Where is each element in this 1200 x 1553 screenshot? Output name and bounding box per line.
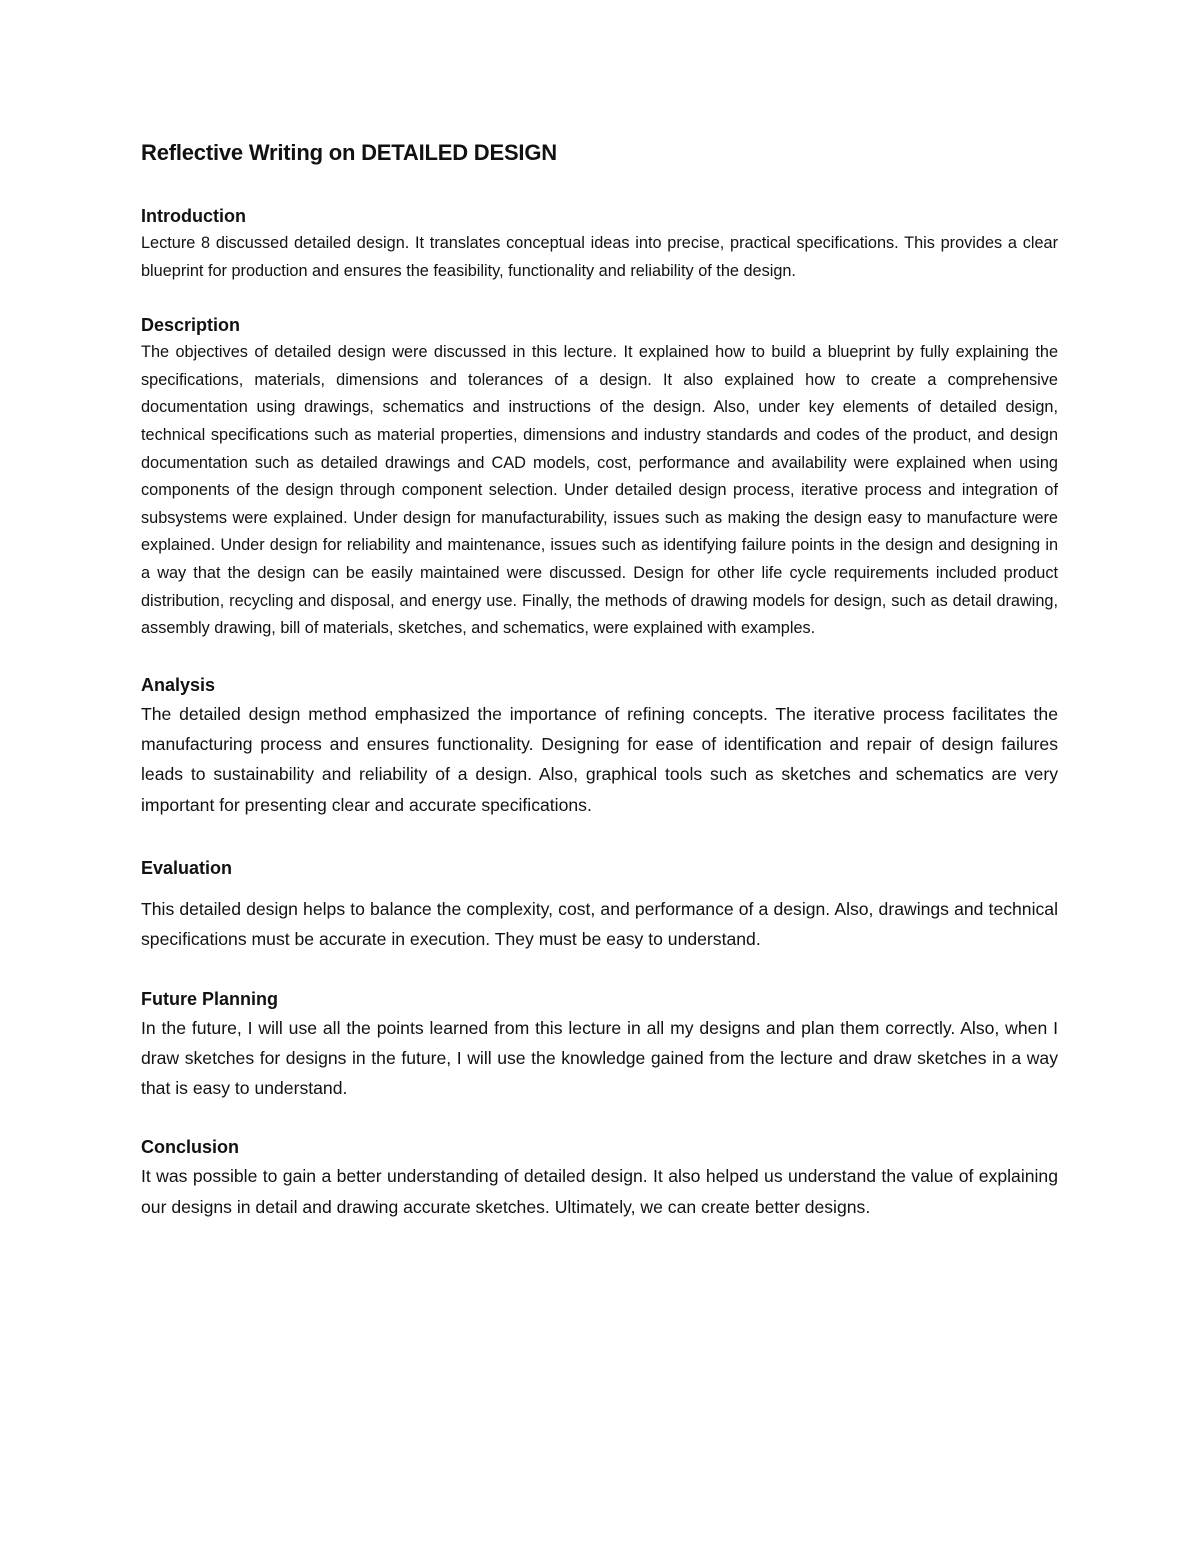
section-evaluation (141, 854, 1058, 955)
section-future-planning (141, 985, 1058, 1104)
section-heading: Evaluation (141, 857, 233, 878)
section-paragraph: In the future, I will use all the points learned from this lecture in all my designs and plan them correctly. Also, when I draw sketches for designs in the future, I will use the knowledge gained from the lecture and draw sketches in a way that is easy to understand. (141, 1017, 1058, 1099)
section-paragraph: The objectives of detailed design were discussed in this lecture. It explained how to build a blueprint by fully explaining the specifications, materials, dimensions and tolerances of a design. It also explained how to create a comprehensive documentation using drawings, schematics and instructions of the design. Also, under key elements of detailed design, technical specifications such as material properties, dimensions and industry standards and codes of the product, and design documentation such as detailed drawings and CAD models, cost, performance and availability were explained when using components of the design through component selection. Under detailed design process, iterative process and integration of subsystems were explained. Under design for manufacturability, issues such as making the design easy to manufacture were explained. Under design for reliability and maintenance, issues such as identifying failure points in the design and designing in a way that the design can be easily maintained were discussed. Design for other life cycle requirements included product distribution, recycling and disposal, and energy use. Finally, the methods of drawing models for design, such as detail drawing, assembly drawing, bill of materials, sketches, and schematics, were explained with examples. (141, 343, 1058, 638)
section-conclusion (141, 1133, 1058, 1222)
section-analysis (141, 671, 1058, 820)
section-heading: Analysis (141, 674, 216, 695)
section-heading: Introduction (141, 206, 246, 226)
section-paragraph: This detailed design helps to balance the complexity, cost, and performance of a design. Also, drawings and technical specifications must be accurate in execution. They must be easy to understand. (141, 898, 1058, 950)
section-heading: Description (141, 315, 241, 336)
section-paragraph: It was possible to gain a better understanding of detailed design. It also helped us understand the value of explaining our designs in detail and drawing accurate sketches. Ultimately, we can create better designs. (141, 1166, 1058, 1217)
section-paragraph: The detailed design method emphasized the importance of refining concepts. The iterative process facilitates the manufacturing process and ensures functionality. Designing for ease of identification and repair of design failures leads to sustainability and reliability of a design. Also, graphical tools such as sketches and schematics are very important for presenting clear and accurate specifications. (141, 703, 1058, 815)
section-heading: Conclusion (141, 1137, 239, 1158)
section-paragraph: Lecture 8 discussed detailed design. It translates conceptual ideas into precise, practical specifications. This provides a clear blueprint for production and ensures the feasibility, functionality and reliability of the design. (141, 234, 1058, 280)
section-heading: Future Planning (141, 988, 278, 1009)
section-description (141, 311, 1058, 643)
document-title: Reflective Writing on DETAILED DESIGN (141, 140, 557, 165)
document-page (141, 140, 1058, 1222)
section-introduction (141, 202, 1058, 285)
